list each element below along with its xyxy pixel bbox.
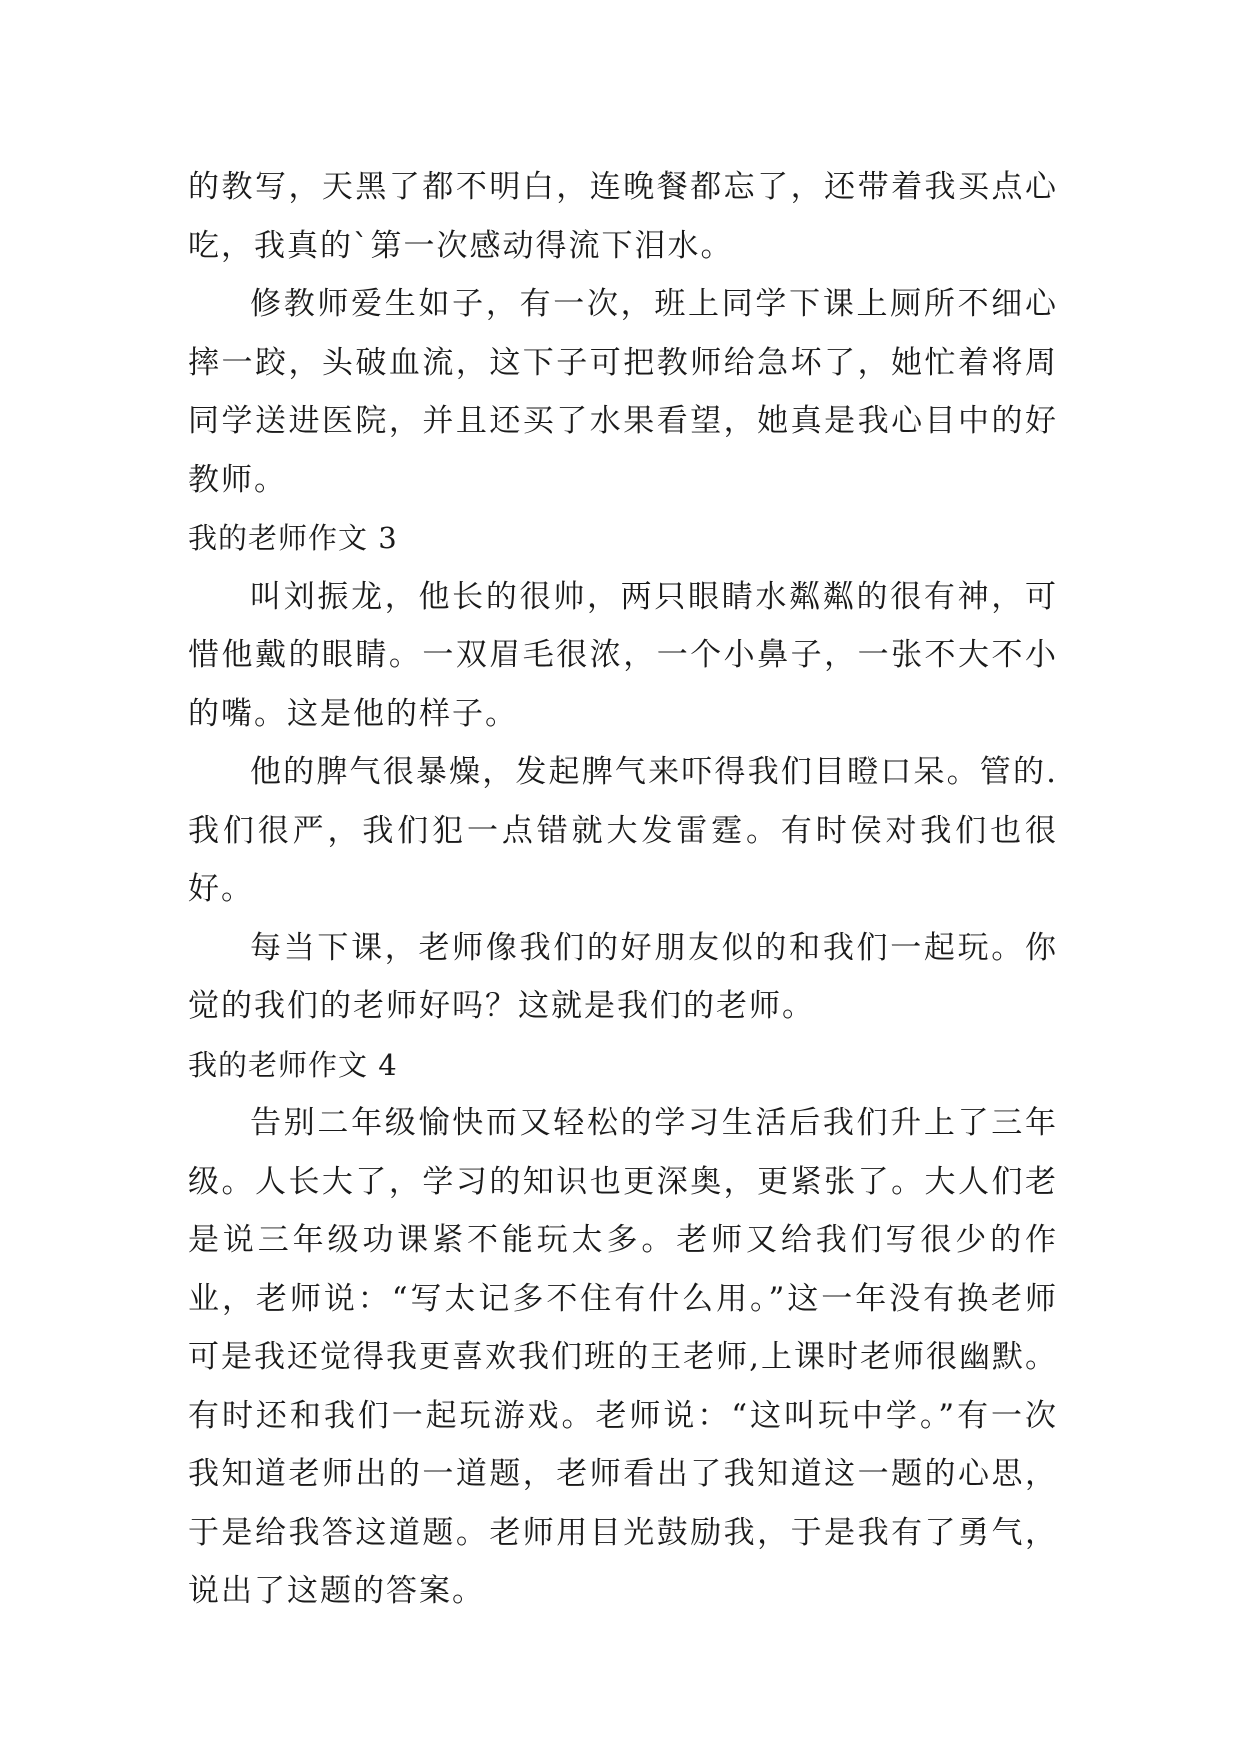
section-heading: 我的老师作文 4 [188,1047,398,1082]
paragraph: 告别二年级愉快而又轻松的学习生活后我们升上了三年级。人长大了，学习的知识也更深奥，更紧张了。大人们老是说三年级功课紧不能玩太多。老师又给我们写很少的作业，老师说：“写太记多不住有什么用。”这一年没有换老师可是我还觉得我更喜欢我们班的王老师,上课时老师很幽默。有时还和我们一起玩游戏。老师说：“这叫玩中学。”有一次我知道老师出的一道题，老师看出了我知道这一题的心思，于是给我答这道题。老师用目光鼓励我，于是我有了勇气，说出了这题的答案。 [188,1105,1058,1609]
paragraph: 的教写，天黑了都不明白，连晚餐都忘了，还带着我买点心吃，我真的`第一次感动得流下泪水。 [188,169,1058,264]
document-body [188,158,1058,1621]
paragraph: 每当下课，老师像我们的好朋友似的和我们一起玩。你觉的我们的老师好吗？这就是我们的老师。 [188,929,1058,1024]
paragraph: 修教师爱生如子，有一次，班上同学下课上厕所不细心摔一跤，头破血流，这下子可把教师给急坏了，她忙着将周同学送进医院，并且还买了水果看望，她真是我心目中的好教师。 [188,286,1058,498]
section-heading: 我的老师作文 3 [188,521,398,555]
paragraph: 叫刘振龙，他长的很帅，两只眼睛水粼粼的很有神，可惜他戴的眼睛。一双眉毛很浓，一个小鼻子，一张不大不小的嘴。这是他的样子。 [188,578,1058,732]
paragraph: 他的脾气很暴燥，发起脾气来吓得我们目瞪口呆。管的.我们很严，我们犯一点错就大发雷霆。有时侯对我们也很好。 [188,754,1058,907]
